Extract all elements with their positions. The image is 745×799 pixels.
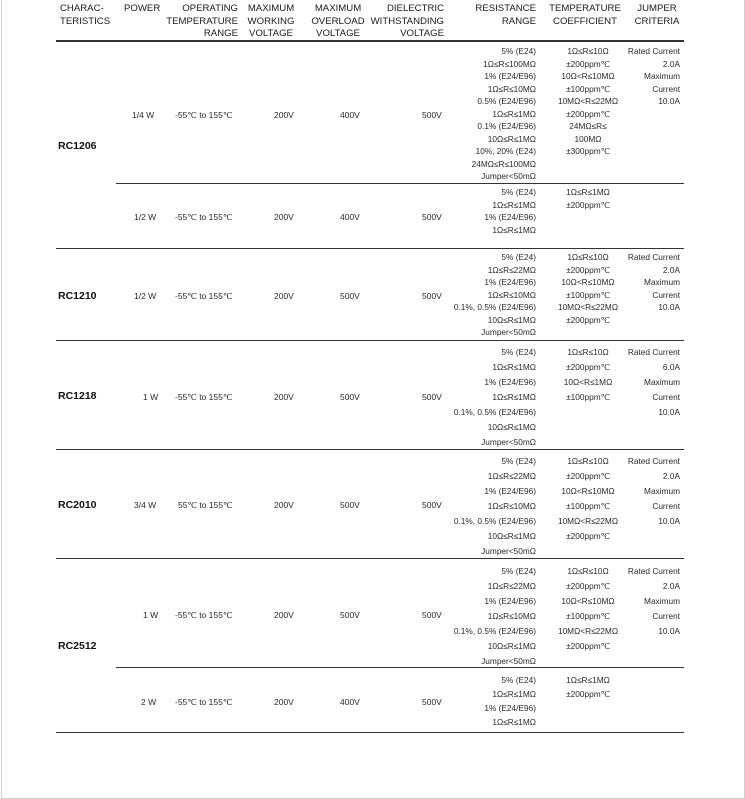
resistance-line: 0.1%, 0.5% (E24/E96) bbox=[453, 626, 536, 636]
overload-voltage-cell: 500V bbox=[340, 500, 360, 510]
jumper-line: Maximum bbox=[644, 377, 680, 387]
row-divider bbox=[116, 183, 684, 184]
tcr-line: 1Ω≤R≤10Ω bbox=[567, 566, 609, 576]
header-rule bbox=[56, 40, 684, 42]
resistance-line: 1Ω≤R≤1MΩ bbox=[492, 199, 536, 210]
resistance-line: 1Ω≤R≤1MΩ bbox=[492, 108, 536, 119]
overload-voltage-cell: 500V bbox=[340, 291, 360, 301]
resistance-line: 5% (E24) bbox=[501, 252, 536, 262]
tcr-line: ±200ppm℃ bbox=[566, 199, 610, 210]
resistance-range-cell bbox=[376, 251, 536, 339]
jumper-line: Current bbox=[652, 501, 680, 511]
resistance-line: 1% (E24/E96) bbox=[484, 212, 536, 222]
header-line: MAXIMUM bbox=[247, 3, 295, 14]
resistance-line: 1% (E24/E96) bbox=[484, 596, 536, 606]
temp-range-cell: -55℃ to 155℃ bbox=[175, 610, 233, 620]
resistance-range-cell bbox=[376, 454, 536, 559]
jumper-criteria-cell bbox=[610, 251, 680, 314]
tcr-cell bbox=[543, 673, 633, 701]
resistance-line: 1Ω≤R≤10MΩ bbox=[487, 611, 536, 621]
header-line: VOLTAGE bbox=[316, 28, 360, 39]
model-label: RC2512 bbox=[58, 640, 97, 652]
header-line: RANGE bbox=[501, 15, 536, 27]
resistance-line: 1Ω≤R≤22MΩ bbox=[487, 581, 536, 591]
jumper-line: Rated Current bbox=[627, 252, 680, 262]
jumper-line: Rated Current bbox=[627, 456, 680, 466]
resistance-line: 1Ω≤R≤100MΩ bbox=[483, 58, 536, 69]
resistance-line: 1Ω≤R≤10MΩ bbox=[487, 501, 536, 511]
dielectric-voltage-cell: 500V bbox=[422, 610, 442, 620]
resistance-line: Jumper<50mΩ bbox=[481, 546, 536, 556]
overload-voltage-cell: 400V bbox=[340, 697, 360, 707]
tcr-line: ±200ppm℃ bbox=[566, 58, 610, 69]
resistance-range-cell bbox=[376, 186, 536, 236]
header-line: OVERLOAD bbox=[311, 15, 365, 27]
resistance-line: 1% (E24/E96) bbox=[484, 703, 536, 713]
header-max-overload bbox=[308, 3, 368, 41]
tcr-line: ±100ppm℃ bbox=[566, 611, 610, 621]
header-line: VOLTAGE bbox=[249, 28, 293, 39]
header-line: RANGE bbox=[203, 28, 238, 39]
tcr-line: 10Ω<R≤1MΩ bbox=[563, 377, 613, 387]
jumper-line: 10.0A bbox=[658, 516, 680, 526]
resistance-line: 1Ω≤R≤10MΩ bbox=[487, 289, 536, 300]
resistance-line: 10Ω≤R≤1MΩ bbox=[487, 133, 536, 144]
jumper-line: 2.0A bbox=[662, 581, 680, 591]
tcr-line: ±200ppm℃ bbox=[566, 314, 610, 325]
header-line: CRITERIA bbox=[634, 15, 680, 27]
resistance-line: 10%, 20% (E24) bbox=[475, 146, 536, 156]
resistance-line: 1% (E24/E96) bbox=[484, 486, 536, 496]
jumper-line: Maximum bbox=[644, 486, 680, 496]
header-line: MAXIMUM bbox=[314, 3, 362, 14]
tcr-line: 10Ω<R≤10MΩ bbox=[561, 486, 615, 496]
model-label: RC1210 bbox=[58, 290, 97, 302]
tcr-line: ±200ppm℃ bbox=[566, 471, 610, 481]
resistance-line: 5% (E24) bbox=[501, 566, 536, 576]
resistance-line: Jumper<50mΩ bbox=[481, 437, 536, 447]
resistance-line: 5% (E24) bbox=[501, 347, 536, 357]
jumper-line: 10.0A bbox=[658, 407, 680, 417]
header-line: DIELECTRIC bbox=[386, 3, 444, 14]
resistance-range-cell bbox=[376, 45, 536, 183]
tcr-line: ±200ppm℃ bbox=[566, 108, 610, 119]
resistance-range-cell bbox=[376, 673, 536, 729]
header-line: COEFFICIENT bbox=[553, 15, 617, 27]
header-line: WORKING bbox=[247, 15, 295, 27]
resistance-line: 0.1%, 0.5% (E24/E96) bbox=[453, 407, 536, 417]
header-line: TEMPERATURE bbox=[166, 15, 238, 27]
header-line: WITHSTANDING bbox=[370, 15, 444, 27]
tcr-line: 24MΩ≤R≤ bbox=[569, 121, 607, 131]
dielectric-voltage-cell: 500V bbox=[422, 212, 442, 222]
row-divider bbox=[56, 449, 684, 450]
tcr-line: ±200ppm℃ bbox=[566, 362, 610, 372]
tcr-line: 1Ω≤R≤10Ω bbox=[567, 46, 609, 56]
dielectric-voltage-cell: 500V bbox=[422, 110, 442, 120]
working-voltage-cell: 200V bbox=[274, 610, 294, 620]
header-characteristics bbox=[60, 3, 110, 28]
header-line: OPERATING bbox=[182, 3, 238, 14]
resistance-line: 24MΩ≤R≤100MΩ bbox=[471, 158, 536, 169]
tcr-line: 1Ω≤R≤1MΩ bbox=[566, 675, 610, 685]
tcr-line: ±300ppm℃ bbox=[566, 146, 610, 156]
row-divider bbox=[56, 340, 684, 341]
tcr-line: 10Ω<R≤10MΩ bbox=[561, 71, 615, 81]
power-cell: 1 W bbox=[143, 610, 159, 620]
header-temp-coeff bbox=[540, 3, 630, 28]
header-line: CHARAC- bbox=[60, 3, 104, 14]
resistance-line: 0.1%, 0.5% (E24/E96) bbox=[453, 516, 536, 526]
temp-range-cell: -55℃ to 155℃ bbox=[175, 291, 233, 301]
header-line: JUMPER bbox=[637, 3, 677, 14]
resistance-line: 1Ω≤R≤22MΩ bbox=[487, 264, 536, 275]
jumper-line: 10.0A bbox=[658, 626, 680, 636]
resistance-line: 1Ω≤R≤1MΩ bbox=[492, 224, 536, 235]
jumper-line: 6.0A bbox=[662, 362, 680, 372]
overload-voltage-cell: 500V bbox=[340, 610, 360, 620]
header-line: RESISTANCE bbox=[475, 3, 536, 14]
tcr-line: 10MΩ<R≤22MΩ bbox=[557, 626, 619, 636]
header-operating bbox=[166, 3, 238, 41]
header-power bbox=[124, 3, 160, 16]
tcr-line: ±200ppm℃ bbox=[566, 531, 610, 541]
dielectric-voltage-cell: 500V bbox=[422, 500, 442, 510]
temp-range-cell: -55℃ to 155℃ bbox=[175, 110, 233, 120]
tcr-line: ±200ppm℃ bbox=[566, 641, 610, 651]
tcr-line: ±100ppm℃ bbox=[566, 289, 610, 300]
jumper-line: Rated Current bbox=[627, 566, 680, 576]
jumper-line: Current bbox=[652, 289, 680, 300]
header-resistance bbox=[466, 3, 536, 28]
power-cell: 1/2 W bbox=[134, 212, 157, 222]
temp-range-cell: 55℃ to 155℃ bbox=[178, 500, 233, 510]
tcr-line: 1Ω≤R≤10Ω bbox=[567, 347, 609, 357]
tcr-line: 1Ω≤R≤1MΩ bbox=[566, 187, 610, 197]
dielectric-voltage-cell: 500V bbox=[422, 697, 442, 707]
working-voltage-cell: 200V bbox=[274, 392, 294, 402]
dielectric-voltage-cell: 500V bbox=[422, 291, 442, 301]
model-label: RC1218 bbox=[58, 390, 97, 402]
resistance-line: 1Ω≤R≤1MΩ bbox=[492, 689, 536, 699]
tcr-line: 10Ω<R≤10MΩ bbox=[561, 596, 615, 606]
tcr-line: 1Ω≤R≤10Ω bbox=[567, 252, 609, 262]
resistance-line: 0.1% (E24/E96) bbox=[477, 121, 536, 131]
resistance-line: 5% (E24) bbox=[501, 187, 536, 197]
resistance-line: 10Ω≤R≤1MΩ bbox=[487, 531, 536, 541]
jumper-line: Maximum bbox=[644, 71, 680, 81]
resistance-line: 1Ω≤R≤10MΩ bbox=[487, 83, 536, 94]
resistance-line: 1Ω≤R≤1MΩ bbox=[492, 392, 536, 402]
resistance-line: 1% (E24/E96) bbox=[484, 277, 536, 287]
tcr-line: ±200ppm℃ bbox=[566, 264, 610, 275]
jumper-line: Maximum bbox=[644, 277, 680, 287]
working-voltage-cell: 200V bbox=[274, 110, 294, 120]
resistance-line: 1Ω≤R≤1MΩ bbox=[492, 362, 536, 372]
resistance-line: 0.5% (E24/E96) bbox=[477, 96, 536, 106]
tcr-line: ±200ppm℃ bbox=[566, 689, 610, 699]
jumper-line: Current bbox=[652, 83, 680, 94]
tcr-line: ±200ppm℃ bbox=[566, 581, 610, 591]
power-cell: 3/4 W bbox=[134, 500, 157, 510]
resistance-range-cell bbox=[376, 564, 536, 669]
dielectric-voltage-cell: 500V bbox=[422, 392, 442, 402]
resistance-line: 1Ω≤R≤1MΩ bbox=[492, 717, 536, 727]
overload-voltage-cell: 400V bbox=[340, 212, 360, 222]
jumper-line: Current bbox=[652, 392, 680, 402]
tcr-line: ±100ppm℃ bbox=[566, 83, 610, 94]
header-line: VOLTAGE bbox=[400, 28, 444, 39]
tcr-line: 1Ω≤R≤10Ω bbox=[567, 456, 609, 466]
table-bottom-rule bbox=[56, 732, 684, 733]
resistance-line: 10Ω≤R≤1MΩ bbox=[487, 314, 536, 325]
jumper-line: 2.0A bbox=[662, 58, 680, 69]
resistance-line: 1% (E24/E96) bbox=[484, 377, 536, 387]
header-line: POWER bbox=[124, 3, 161, 14]
jumper-line: Rated Current bbox=[627, 46, 680, 56]
jumper-criteria-cell bbox=[610, 345, 680, 420]
resistance-line: Jumper<50mΩ bbox=[481, 171, 536, 181]
row-divider bbox=[56, 248, 684, 249]
jumper-line: Rated Current bbox=[627, 347, 680, 357]
tcr-line: ±100ppm℃ bbox=[566, 501, 610, 511]
jumper-criteria-cell bbox=[610, 45, 680, 108]
jumper-criteria-cell bbox=[610, 454, 680, 529]
header-max-working bbox=[244, 3, 298, 41]
jumper-line: 2.0A bbox=[662, 471, 680, 481]
resistance-line: Jumper<50mΩ bbox=[481, 656, 536, 666]
working-voltage-cell: 200V bbox=[274, 291, 294, 301]
jumper-line: 10.0A bbox=[658, 96, 680, 106]
model-label: RC1206 bbox=[58, 140, 97, 152]
resistance-line: 1% (E24/E96) bbox=[484, 71, 536, 81]
overload-voltage-cell: 400V bbox=[340, 110, 360, 120]
working-voltage-cell: 200V bbox=[274, 697, 294, 707]
resistance-line: Jumper<50mΩ bbox=[481, 327, 536, 337]
tcr-line: 10Ω<R≤10MΩ bbox=[561, 277, 615, 287]
jumper-criteria-cell bbox=[610, 564, 680, 639]
temp-range-cell: -55℃ to 155℃ bbox=[175, 212, 233, 222]
resistance-line: 0.1%, 0.5% (E24/E96) bbox=[453, 302, 536, 312]
working-voltage-cell: 200V bbox=[274, 212, 294, 222]
tcr-line: 10MΩ<R≤22MΩ bbox=[557, 516, 619, 526]
model-label: RC2010 bbox=[58, 499, 97, 511]
tcr-line: 10MΩ<R≤22MΩ bbox=[557, 96, 619, 106]
jumper-line: 2.0A bbox=[662, 264, 680, 275]
resistance-range-cell bbox=[376, 345, 536, 450]
header-line: TEMPERATURE bbox=[549, 3, 621, 14]
header-line: TERISTICS bbox=[60, 15, 111, 27]
resistance-line: 5% (E24) bbox=[501, 46, 536, 56]
temp-range-cell: -55℃ to 155℃ bbox=[175, 697, 233, 707]
jumper-line: Maximum bbox=[644, 596, 680, 606]
row-divider bbox=[56, 558, 684, 559]
resistance-line: 10Ω≤R≤1MΩ bbox=[487, 422, 536, 432]
temp-range-cell: -55℃ to 155℃ bbox=[175, 392, 233, 402]
power-cell: 2 W bbox=[141, 697, 157, 707]
resistance-line: 10Ω≤R≤1MΩ bbox=[487, 641, 536, 651]
header-jumper bbox=[630, 3, 684, 28]
tcr-line: 100MΩ bbox=[574, 133, 602, 144]
power-cell: 1/2 W bbox=[134, 291, 157, 301]
jumper-line: 10.0A bbox=[658, 302, 680, 312]
header-dielectric bbox=[366, 3, 444, 41]
power-cell: 1 W bbox=[143, 392, 159, 402]
resistance-line: 5% (E24) bbox=[501, 675, 536, 685]
tcr-line: ±100ppm℃ bbox=[566, 392, 610, 402]
working-voltage-cell: 200V bbox=[274, 500, 294, 510]
tcr-line: 10MΩ<R≤22MΩ bbox=[557, 302, 619, 312]
tcr-cell bbox=[543, 186, 633, 211]
overload-voltage-cell: 500V bbox=[340, 392, 360, 402]
jumper-line: Current bbox=[652, 611, 680, 621]
resistance-line: 5% (E24) bbox=[501, 456, 536, 466]
power-cell: 1/4 W bbox=[132, 110, 155, 120]
resistance-line: 1Ω≤R≤22MΩ bbox=[487, 471, 536, 481]
